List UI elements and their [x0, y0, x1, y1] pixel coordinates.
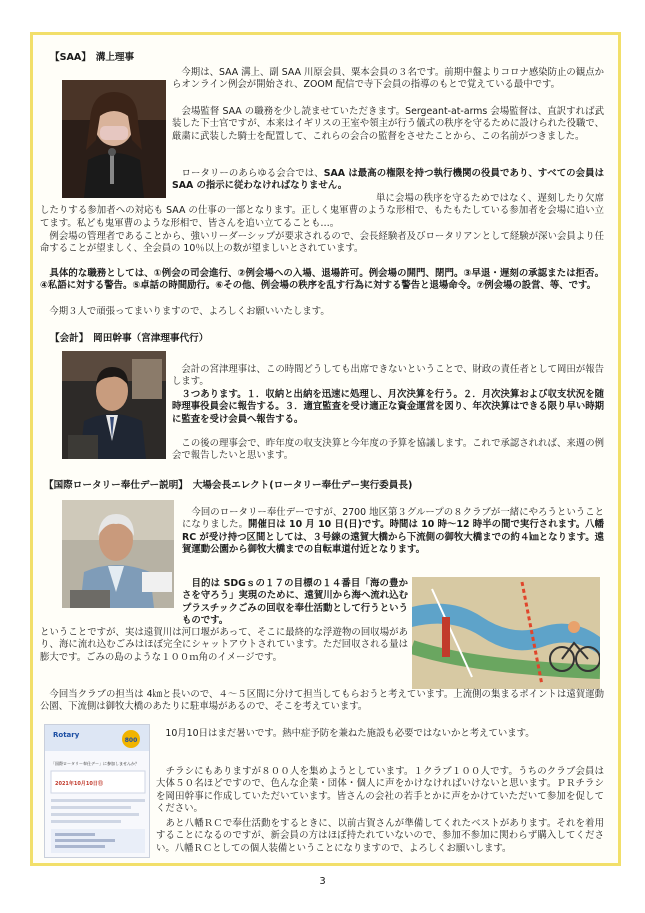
flyer-date: 2021年10月10日㊐	[55, 781, 103, 787]
service-paragraph-2: 目的は SDGｓの１７の目標の１４番目「海の豊かさを守ろう」実現のために、遠賀川から海へ流れ込むプラスチックごみの回収を奉仕活動として行うというものです。	[182, 578, 408, 626]
saa-paragraph-2: 会場監督 SAA の職務を少し読ませていただきます。Sergeant-at-arms 会場監督は、直訳すれば武装した下士官ですが、本来はイギリスの王室や領主が行う儀式の秩序を守るために設けられた役職で、厳粛に武装した騎士を配置して、これらの会合の監督をさせたことから、この名前がつきました。	[172, 106, 604, 142]
saa-paragraph-6: 今期３人で頑張ってまいりますので、よろしくお願いいたします。	[40, 306, 330, 317]
flyer-goal-number: 800	[124, 737, 138, 744]
saa-section-title: 【SAA】 溝上理事	[50, 52, 135, 63]
saa-paragraph-4: 例会場の管理者であることから、強いリーダーシップが要求されるので、会長経験者及びロータリアンとして経験が深い会員より任命することが望ましく、全会員の 10％以上の数が望ましいとされています。	[40, 231, 604, 255]
service-paragraph-4: 10月10日はまだ暑いです。熱中症予防を兼ねた施設も必要ではないかと考えています。	[156, 728, 535, 739]
flyer-headline: 「国際ロータリー奉仕デー」に参加しませんか？	[51, 761, 139, 766]
kaikei-speaker-photo	[62, 351, 166, 459]
service-paragraph-5: チラシにもありますが８００人を集めようとしています。１クラブ１００人です。うちのクラブ会員は大体５０名ほどですので、色んな企業・団体・個人に声をかけなければいけないと思います。ＰＲチラシを岡田幹事に作成していただいています。皆さんの会社の若手とかに声をかけていただいて参加を促してください。	[156, 766, 604, 814]
service-p1-emphasis: 開催日は 10 月 10 日(日)です。時間は 10 時～12 時半の間で実行されます。八幡 RC が受け持つ区間としては、３号線の遠賀大橋から下流側の御牧大橋までの約４㎞となります。遠賀運動公園から御牧大橋までの自転車道付近となります。	[182, 519, 604, 555]
kaikei-paragraph-3: この後の理事会で、昨年度の収支決算と今年度の予算を協議します。これで承認されれば、来週の例会で報告したいと思います。	[172, 438, 604, 462]
service-section-title: 【国際ロータリー奉仕デー説明】 大場会長エレクト(ロータリー奉仕デー実行委員長)	[44, 480, 413, 491]
saa-speaker-photo	[62, 80, 166, 198]
page-number: 3	[319, 876, 326, 887]
service-speaker-photo	[62, 500, 174, 608]
service-paragraph-3	[40, 689, 604, 714]
saa-paragraph-3	[172, 168, 604, 193]
service-p3-text: 今回当クラブの担当は 4㎞と長いので、４～５区間に分けて担当してもらおうと考えています。上流側の集まるポイントは遠賀運動公園、下流側は御牧大橋のあたりに駐車場があるので、そこを考えています。	[40, 689, 604, 713]
kaikei-paragraph-2: ３つあります。１．収納と出納を迅速に処理し、月次決算を行う。２．月次決算および収支状況を随時理事役員会に報告する。３．適宜監査を受け適正な資金運営を図り、年次決算はできる限り早い時期に監査を受け会員へ報告する。	[172, 389, 604, 425]
saa-paragraph-5: 具体的な職務としては、①例会の司会進行、②例会場への入場、退場許可。例会場の開門、閉門。③早退・遅刻の承認または拒否。④私語に対する警告。⑤卓話の時間励行。⑥その他、例会場の秩序を乱す行為に対する警告と退場命令。⑦例会場の設営、等、です。	[40, 268, 604, 292]
saa-p3-lead: ロータリーのあらゆる会合では、	[172, 168, 324, 179]
kaikei-section-title: 【会計】 岡田幹事（宮津理事代行）	[50, 333, 209, 344]
kaikei-paragraph-1: 会計の宮津理事は、この時間どうしても出席できないということで、財政の責任者として岡田が報告します。	[172, 364, 604, 388]
service-p1-lead: 今回のロータリー奉仕デーですが、2700 地区第３グループの８クラブが一緒にやろうということになりました。	[182, 507, 604, 531]
saa-paragraph-3-continued: 単に会場の秩序を守るためではなく、遅刻したり欠席したりする参加者への対応も SAA の仕事の一部となります。正しく鬼軍曹のような形相で、もたもたしている参加者を会場に追い立てます。私ども鬼軍曹のような形相で、皆さんを追い立てることも…。	[40, 193, 604, 229]
saa-p3-emphasis: SAA は最高の権限を持つ執行機関の役員であり、すべての会員は SAA の指示に従わなければなりません。	[172, 168, 604, 192]
service-paragraph-6: あと八幡ＲＣで奉仕活動をするときに、以前古賀さんが準備してくれたベストがあります。それを着用することになるのですが、新会員の方はほぼ持たれていないので、参加不参加に関わらず購入してください。八幡ＲＣとしての個人装備ということになりますので、よろしくお願いします。	[156, 818, 604, 854]
pr-flyer-image	[44, 724, 150, 858]
saa-paragraph-1: 今期は、SAA 溝上、副 SAA 川原会員、粟本会員の３名です。前期中盤よりコロナ感染防止の観点からオンライン例会が開始され、ZOOM 配信で寺下会員の指導のもとで覚えている最中です。	[172, 67, 604, 91]
route-map-image	[412, 577, 600, 689]
service-paragraph-1	[182, 507, 604, 556]
service-paragraph-2-continued: ということですが、実は遠賀川は河口堰があって、そこに最終的な浮遊物の回収場があり、海に流れ込むごみはほぼ完全にシャットアウトされています。ただ回収される量は膨大です。ごみの島のような１００ｍ角のイメージです。	[40, 627, 408, 663]
flyer-brand: Rotary	[53, 731, 80, 739]
